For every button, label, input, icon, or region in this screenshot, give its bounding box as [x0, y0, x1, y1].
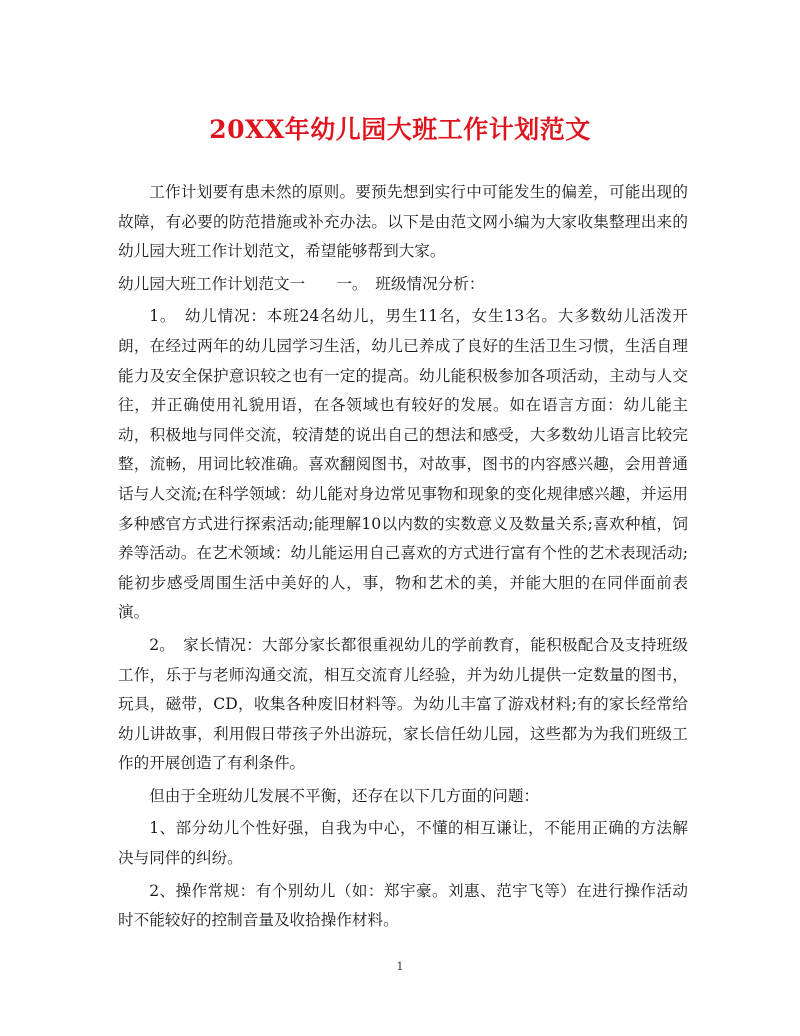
children-situation-paragraph: 1。 幼儿情况：本班24名幼儿，男生11名，女生13名。大多数幼儿活泼开朗，在经过两年的幼儿园学习生活，幼儿已养成了良好的生活卫生习惯，生活自理能力及安全保护意识较之也有一定的提高。幼儿能积极参加各项活动，主动与人交往，并正确使用礼貌用语，在各领域也有较好的发展。如在语言方面：幼儿能主动，积极地与同伴交流，较清楚的说出自己的想法和感受，大多数幼儿语言比较完整，流畅，用词比较准确。喜欢翻阅图书，对故事，图书的内容感兴趣，会用普通话与人交流;在科学领域：幼儿能对身边常见事物和现象的变化规律感兴趣，并运用多种感官方式进行探索活动;能理解10以内数的实数意义及数量关系;喜欢种植，饲养等活动。在艺术领域：幼儿能运用自己喜欢的方式进行富有个性的艺术表现活动;能初步感受周围生活中美好的人，事，物和艺术的美，并能大胆的在同伴面前表演。: [118, 307, 688, 622]
document-body: [118, 178, 688, 939]
problem-item-2: 2、操作常规：有个别幼儿（如：郑宇豪。刘惠、范宇飞等）在进行操作活动时不能较好的控制音量及收拾操作材料。: [118, 881, 688, 930]
page-number: 1: [396, 960, 404, 973]
parents-situation-paragraph: 2。 家长情况：大部分家长都很重视幼儿的学前教育，能积极配合及支持班级工作，乐于与老师沟通交流，相互交流育儿经验，并为幼儿提供一定数量的图书，玩具，磁带，CD，收集各种废旧材料等。为幼儿丰富了游戏材料;有的家长经常给幼儿讲故事，利用假日带孩子外出游玩，家长信任幼儿园，这些都为为我们班级工作的开展创造了有利条件。: [118, 635, 688, 773]
problems-intro-paragraph: 但由于全班幼儿发展不平衡，还存在以下几方面的问题：: [149, 786, 540, 805]
section-heading-paragraph: 幼儿园大班工作计划范文一 一。 班级情况分析：: [118, 274, 485, 293]
problem-item-1: 1、部分幼儿个性好强，自我为中心，不懂的相互谦让，不能用正确的方法解决与同伴的纠纷。: [118, 819, 688, 868]
document-title: 20XX年幼儿园大班工作计划范文: [209, 115, 591, 144]
intro-paragraph: 工作计划要有患未然的原则。要预先想到实行中可能发生的偏差，可能出现的故障，有必要的防范措施或补充办法。以下是由范文网小编为大家收集整理出来的幼儿园大班工作计划范文，希望能够帮到大家。: [118, 183, 688, 261]
